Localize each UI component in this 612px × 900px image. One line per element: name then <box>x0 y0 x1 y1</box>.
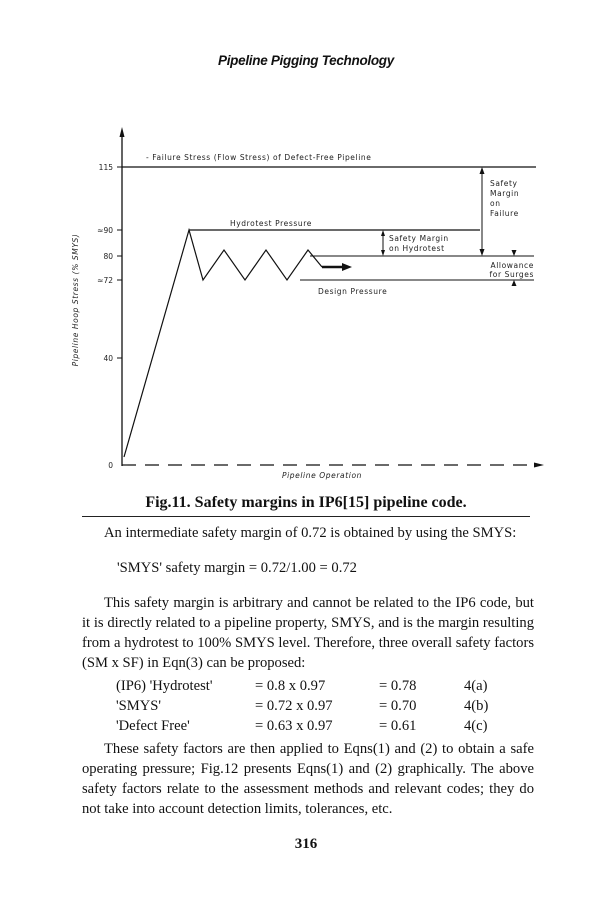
pressure-profile-line <box>124 230 322 457</box>
factor-name: 'Defect Free' <box>116 718 190 734</box>
paragraph: This safety margin is arbitrary and cannot be related to the IP6 code, but it is directly related to a pipeline property, SMYS, and is the margin resulting from a hydrotest to 100% SMYS level. Therefore, three overall safety factors (SM x SF) in Eqn(3) can be proposed: <box>82 595 534 671</box>
paragraph: These safety factors are then applied to Eqns(1) and (2) to obtain a safe operating pressure; Fig.12 presents Eqns(1) and (2) graphically. The above safety factors relate to the assessment methods and relevant codes; they do not take into account detection limits, tolerances, etc. <box>82 741 534 817</box>
allowance-label: for Surges <box>489 270 534 279</box>
factor-expression: = 0.72 x 0.97 <box>255 698 333 714</box>
equation-ref: 4(c) <box>464 718 488 734</box>
running-head: Pipeline Pigging Technology <box>218 53 394 68</box>
hydrotest-margin-label: on Hydrotest <box>389 244 445 253</box>
factor-expression: = 0.63 x 0.97 <box>255 718 333 734</box>
arrow-head <box>480 249 485 256</box>
arrow-head <box>480 167 485 174</box>
y-axis-arrow <box>120 127 125 137</box>
factor-result: = 0.70 <box>379 698 417 714</box>
equation-ref: 4(a) <box>464 678 488 694</box>
figure-caption: Fig.11. Safety margins in IP6[15] pipeline code. <box>145 494 467 511</box>
failure-margin-label: on <box>490 199 501 208</box>
tick-label: ≈72 <box>97 276 113 285</box>
arrow-head <box>512 280 517 286</box>
allowance-label: Allowance <box>490 261 534 270</box>
hydrotest-label: Hydrotest Pressure <box>230 219 312 228</box>
table-row <box>116 678 524 698</box>
factor-name: 'SMYS' <box>116 698 162 714</box>
table-row <box>116 698 524 718</box>
x-axis-arrow <box>534 463 544 468</box>
factor-expression: = 0.8 x 0.97 <box>255 678 326 694</box>
table-row <box>116 718 524 738</box>
tick-label: 40 <box>103 354 113 363</box>
y-axis-label: Pipeline Hoop Stress (% SMYS) <box>71 233 80 367</box>
failure-margin-label: Margin <box>490 189 520 198</box>
hydrotest-margin-label: Safety Margin <box>389 234 449 243</box>
arrow-head <box>512 250 517 256</box>
failure-stress-label: - Failure Stress (Flow Stress) of Defect-Free Pipeline <box>146 153 372 162</box>
arrow-head <box>381 230 385 236</box>
tick-label: 80 <box>103 252 113 261</box>
design-pressure-label: Design Pressure <box>318 287 388 296</box>
factor-result: = 0.78 <box>379 678 417 694</box>
operation-arrow-head <box>342 263 352 271</box>
factor-result: = 0.61 <box>379 718 417 734</box>
safety-factor-table <box>116 678 524 738</box>
tick-label: ≈90 <box>97 226 113 235</box>
equation: 'SMYS' safety margin = 0.72/1.00 = 0.72 <box>117 560 357 576</box>
tick-label: 115 <box>98 163 113 172</box>
arrow-head <box>381 250 385 256</box>
caption-rule <box>82 516 530 517</box>
tick-label: 0 <box>108 461 113 470</box>
page-number: 316 <box>294 836 318 852</box>
x-axis-label: Pipeline Operation <box>281 471 363 480</box>
factor-name: (IP6) 'Hydrotest' <box>116 678 213 694</box>
failure-margin-label: Failure <box>490 209 519 218</box>
failure-margin-label: Safety <box>490 179 518 188</box>
equation-ref: 4(b) <box>464 698 489 714</box>
paragraph: An intermediate safety margin of 0.72 is obtained by using the SMYS: <box>104 525 517 541</box>
